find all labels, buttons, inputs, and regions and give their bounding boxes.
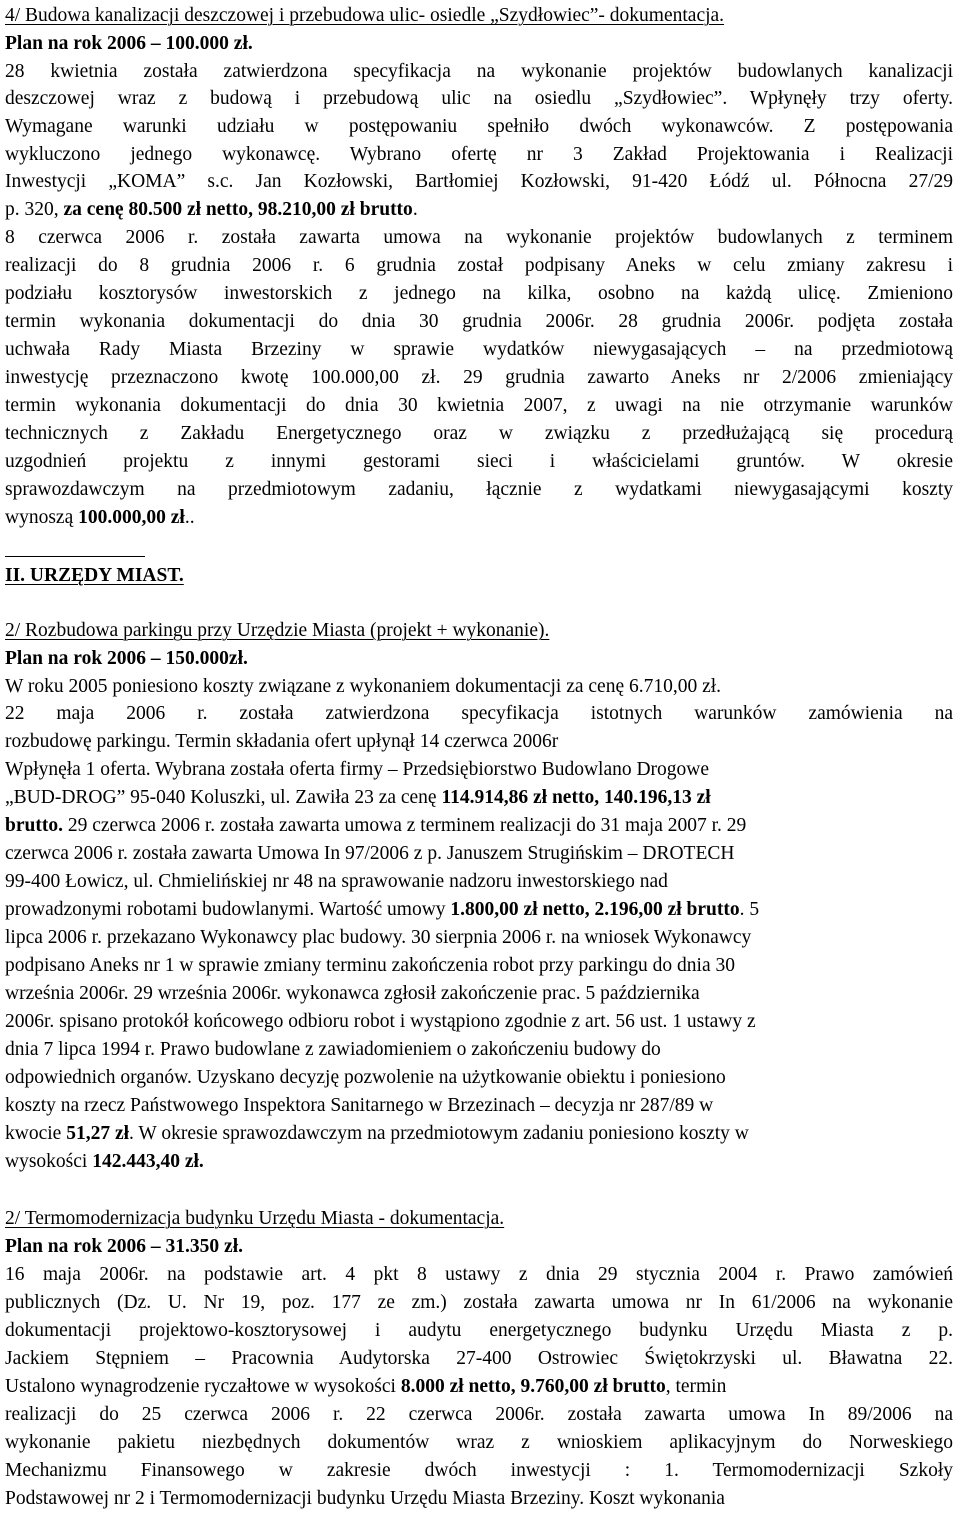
paragraph-line: 22 maja 2006 r. została zatwierdzona specyfikacja istotnych warunków zamówienia na bbox=[5, 703, 953, 724]
paragraph-line: 99-400 Łowicz, ul. Chmielińskiej nr 48 na sprawowanie nadzoru inwestorskiego nad bbox=[5, 871, 668, 892]
paragraph-line: czerwca 2006 r. została zawarta Umowa In 97/2006 z p. Januszem Strugińskim – DROTECH bbox=[5, 843, 735, 864]
plan-label: Plan na rok 2006 – 100.000 zł. bbox=[5, 33, 253, 54]
section-heading: 2/ Termomodernizacja budynku Urzędu Miasta - dokumentacja. bbox=[5, 1208, 505, 1229]
paragraph-line: odpowiednich organów. Uzyskano decyzję pozwolenie na użytkowanie obiektu i poniesiono bbox=[5, 1067, 726, 1088]
paragraph-line: podpisano Aneks nr 1 w sprawie zmiany terminu zakończenia robot przy parkingu do dnia 30 bbox=[5, 955, 735, 976]
paragraph-line: termin wykonania dokumentacji do dnia 30 grudnia 2006r. 28 grudnia 2006r. podjęta została bbox=[5, 311, 953, 332]
amount-text: 51,27 zł bbox=[66, 1123, 130, 1144]
paragraph-line: 2006r. spisano protokół końcowego odbioru robot i wystąpiono zgodnie z art. 56 ust. 1 ustawy z bbox=[5, 1011, 756, 1032]
paragraph-line: dokumentacji projektowo-kosztorysowej i audytu energetycznego budynku Urzędu Miasta z p. bbox=[5, 1320, 953, 1341]
paragraph-line: wynoszą 100.000,00 zł.. bbox=[5, 507, 195, 528]
paragraph-line: realizacji do 25 czerwca 2006 r. 22 czerwca 2006r. została zawarta umowa In 89/2006 na bbox=[5, 1404, 953, 1425]
price-text: 114.914,86 zł netto, 140.196,13 zł bbox=[441, 787, 711, 808]
paragraph-line: inwestycję przeznaczono kwotę 100.000,00 zł. 29 grudnia zawarto Aneks nr 2/2006 zmieniający bbox=[5, 367, 953, 388]
paragraph-line: Ustalono wynagrodzenie ryczałtowe w wysokości 8.000 zł netto, 9.760,00 zł brutto, termin bbox=[5, 1376, 727, 1397]
paragraph-line: kwocie 51,27 zł. W okresie sprawozdawczym na przedmiotowym zadaniu poniesiono koszty w bbox=[5, 1123, 749, 1144]
paragraph-line: prowadzonymi robotami budowlanymi. Wartość umowy 1.800,00 zł netto, 2.196,00 zł brutto. 5 bbox=[5, 899, 760, 920]
paragraph-line: 8 czerwca 2006 r. została zawarta umowa na wykonanie projektów budowlanych z terminem bbox=[5, 227, 953, 248]
paragraph-line: p. 320, za cenę 80.500 zł netto, 98.210,00 zł brutto. bbox=[5, 199, 418, 220]
paragraph-line: „BUD-DROG” 95-040 Koluszki, ul. Zawiła 23 za cenę 114.914,86 zł netto, 140.196,13 zł bbox=[5, 787, 711, 808]
paragraph-line: W roku 2005 poniesiono koszty związane z wykonaniem dokumentacji za cenę 6.710,00 zł. bbox=[5, 676, 722, 697]
paragraph-line: podziału kosztorysów inwestorskich z jednego na kilka, osobno na każdą ulicę. Zmieniono bbox=[5, 283, 953, 304]
paragraph-line: Jackiem Stępniem – Pracownia Audytorska 27-400 Ostrowiec Świętokrzyski ul. Bławatna 22. bbox=[5, 1348, 953, 1369]
paragraph-line: lipca 2006 r. przekazano Wykonawcy plac budowy. 30 sierpnia 2006 r. na wniosek Wykonawcy bbox=[5, 927, 752, 948]
price-text: brutto. bbox=[5, 815, 63, 836]
paragraph-line: deszczowej wraz z budową i przebudową ulic na osiedlu „Szydłowiec”. Wpłynęły trzy oferty. bbox=[5, 88, 953, 109]
paragraph-line: uzgodnień projektu z innymi gestorami sieci i właścicielami gruntów. W okresie bbox=[5, 451, 953, 472]
paragraph-line: termin wykonania dokumentacji do dnia 30 kwietnia 2007, z uwagi na nie otrzymanie warunków bbox=[5, 395, 953, 416]
price-text: 1.800,00 zł netto, 2.196,00 zł brutto bbox=[450, 899, 740, 920]
paragraph-line: 16 maja 2006r. na podstawie art. 4 pkt 8 ustawy z dnia 29 stycznia 2004 r. Prawo zamówień bbox=[5, 1264, 953, 1285]
paragraph-line: technicznych z Zakładu Energetycznego oraz w związku z przedłużającą się procedurą bbox=[5, 423, 953, 444]
paragraph-line: brutto. 29 czerwca 2006 r. została zawarta umowa z terminem realizacji do 31 maja 2007 r. 29 bbox=[5, 815, 747, 836]
paragraph-line: Wpłynęła 1 oferta. Wybrana została oferta firmy – Przedsiębiorstwo Budowlano Drogowe bbox=[5, 759, 710, 780]
section-heading: 2/ Rozbudowa parkingu przy Urzędzie Miasta (projekt + wykonanie). bbox=[5, 620, 550, 641]
paragraph-line: września 2006r. 29 września 2006r. wykonawca zgłosił zakończenie prac. 5 października bbox=[5, 983, 700, 1004]
separator-line bbox=[5, 528, 145, 557]
paragraph-line: rozbudowę parkingu. Termin składania ofert upłynął 14 czerwca 2006r bbox=[5, 731, 559, 752]
paragraph-line: Wymagane warunki udziału w postępowaniu spełniło dwóch wykonawców. Z postępowania bbox=[5, 116, 953, 137]
amount-text: 100.000,00 zł bbox=[78, 507, 185, 528]
chapter-heading: II. URZĘDY MIAST. bbox=[5, 565, 184, 586]
paragraph-line: wysokości 142.443,40 zł. bbox=[5, 1151, 204, 1172]
paragraph-line: wykluczono jednego wykonawcę. Wybrano ofertę nr 3 Zakład Projektowania i Realizacji bbox=[5, 144, 953, 165]
price-text: za cenę 80.500 zł netto, 98.210,00 zł brutto bbox=[63, 199, 413, 220]
paragraph-line: realizacji do 8 grudnia 2006 r. 6 grudnia został podpisany Aneks w celu zmiany zakresu i bbox=[5, 255, 953, 276]
paragraph-line: Podstawowej nr 2 i Termomodernizacji budynku Urzędu Miasta Brzeziny. Koszt wykonania bbox=[5, 1488, 725, 1509]
paragraph-line: wykonanie pakietu niezbędnych dokumentów wraz z wnioskiem aplikacyjnym do Norweskiego bbox=[5, 1432, 953, 1453]
price-text: 8.000 zł netto, 9.760,00 zł brutto bbox=[400, 1376, 666, 1397]
paragraph-line: Inwestycji „KOMA” s.c. Jan Kozłowski, Bartłomiej Kozłowski, 91-420 Łódź ul. Północna 27/29 bbox=[5, 171, 953, 192]
paragraph-line: sprawozdawczym na przedmiotowym zadaniu, łącznie z wydatkami niewygasającymi koszty bbox=[5, 479, 953, 500]
plan-label: Plan na rok 2006 – 150.000zł. bbox=[5, 648, 248, 669]
paragraph-line: Mechanizmu Finansowego w zakresie dwóch inwestycji : 1. Termomodernizacji Szkoły bbox=[5, 1460, 953, 1481]
section-heading: 4/ Budowa kanalizacji deszczowej i przebudowa ulic- osiedle „Szydłowiec”- dokumentacja. bbox=[5, 5, 725, 26]
amount-text: 142.443,40 zł. bbox=[92, 1151, 204, 1172]
paragraph-line: dnia 7 lipca 1994 r. Prawo budowlane z zawiadomieniem o zakończeniu budowy do bbox=[5, 1039, 661, 1060]
plan-label: Plan na rok 2006 – 31.350 zł. bbox=[5, 1236, 243, 1257]
paragraph-line: uchwała Rady Miasta Brzeziny w sprawie wydatków niewygasających – na przedmiotową bbox=[5, 339, 953, 360]
paragraph-line: 28 kwietnia została zatwierdzona specyfikacja na wykonanie projektów budowlanych kanalizacji bbox=[5, 61, 953, 82]
paragraph-line: koszty na rzecz Państwowego Inspektora Sanitarnego w Brzezinach – decyzja nr 287/89 w bbox=[5, 1095, 714, 1116]
paragraph-line: publicznych (Dz. U. Nr 19, poz. 177 ze zm.) została zawarta umowa nr In 61/2006 na wykonanie bbox=[5, 1292, 953, 1313]
